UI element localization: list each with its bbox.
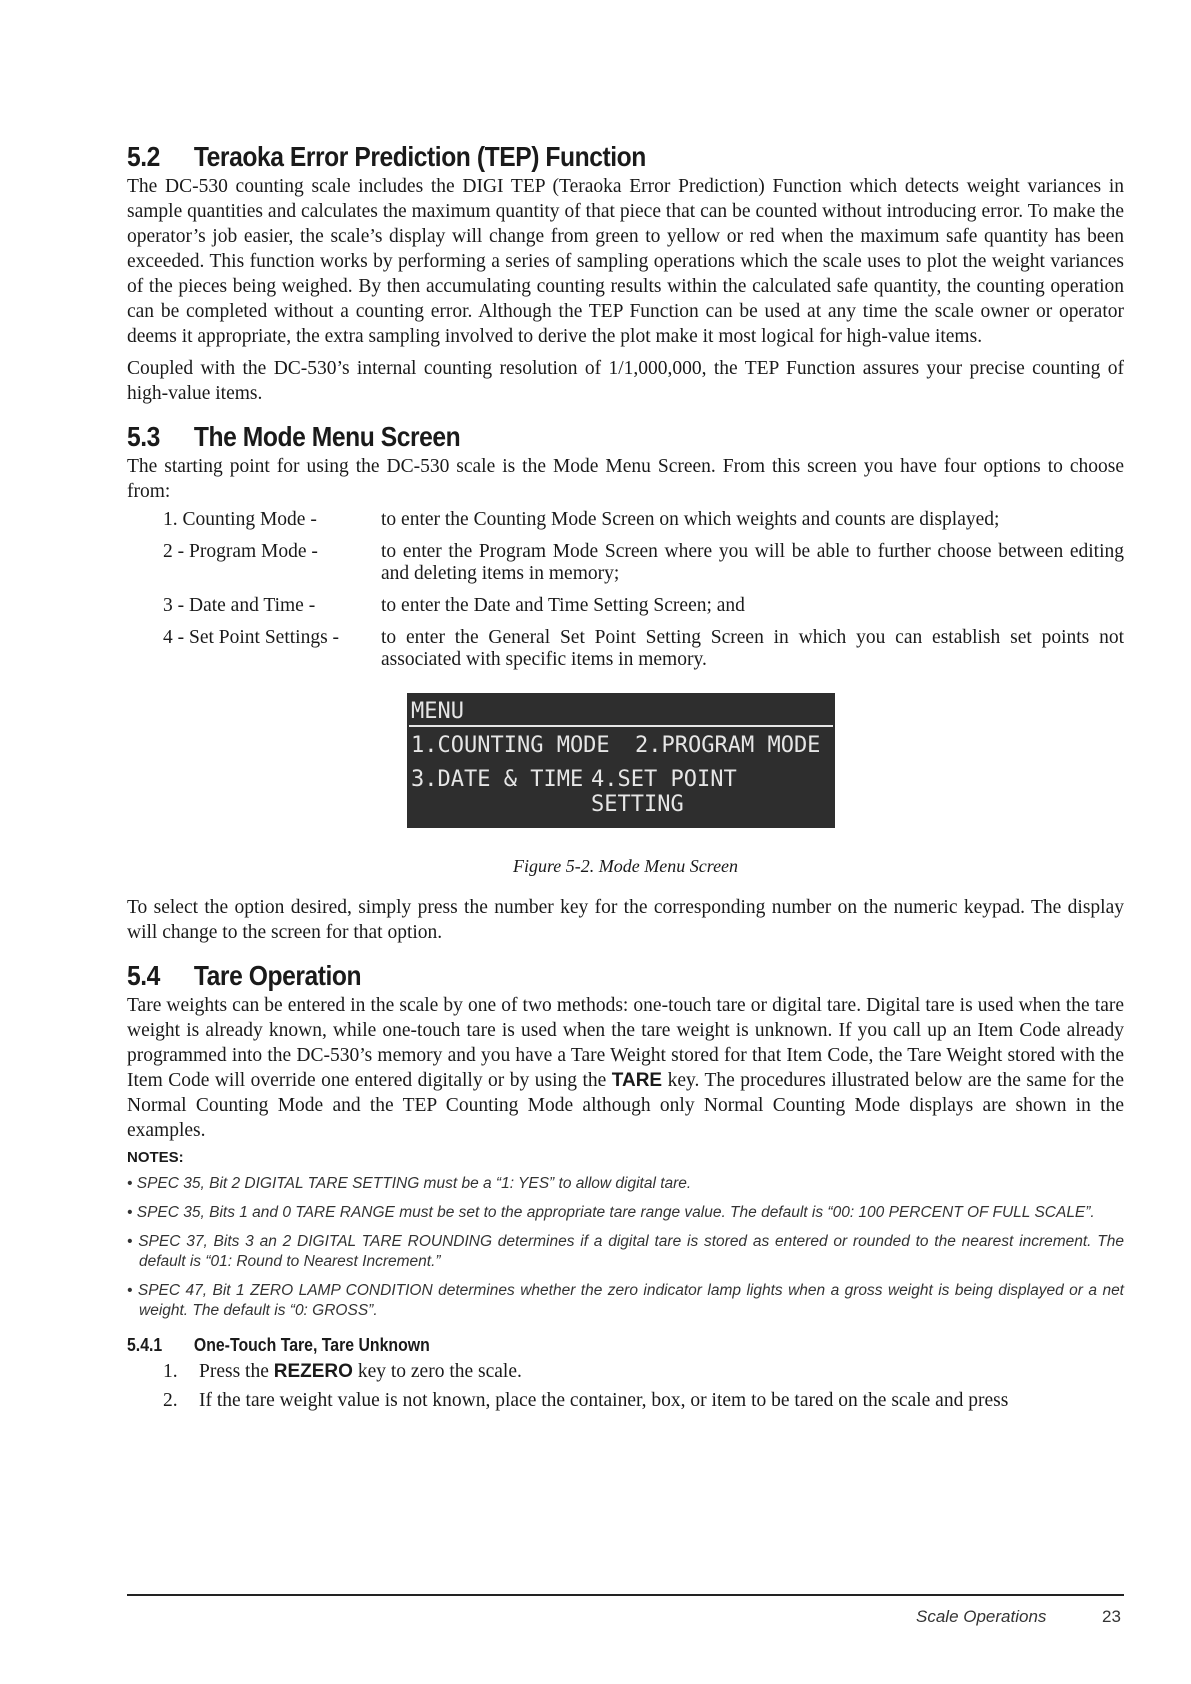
- rezero-key-label: REZERO: [273, 1361, 353, 1382]
- paragraph-text: Tare weights can be entered in the scale by one of two methods: one-touch tare or digital tare. Digital tare is used when the tare weight is already known, while one-touch tare is used when the tare weight is unknown. If you call up an Item Code already programmed into the DC-530’s memory and you have a Tare Weight stored for that Item Code, the Tare Weight stored with the Item Code will override one entered digitally or by using the: [127, 995, 1124, 1091]
- section-number: 5.2: [127, 141, 160, 172]
- paragraph: The starting point for using the DC-530 scale is the Mode Menu Screen. From this screen you have four options to choose from:: [127, 456, 1124, 502]
- lcd-menu-screen: [407, 693, 835, 828]
- section-number: 5.3: [127, 421, 160, 452]
- step-number: 1.: [163, 1361, 178, 1382]
- option-item: [163, 595, 1124, 617]
- figure-caption: Figure 5-2. Mode Menu Screen: [512, 856, 739, 876]
- note-item: • SPEC 47, Bit 1 ZERO LAMP CONDITION determines whether the zero indicator lamp lights when a gross weight is being displayed or a net weight. The default is “0: GROSS”.: [127, 1282, 1124, 1319]
- section-number: 5.4: [127, 960, 160, 991]
- section-title: Tare Operation: [193, 960, 362, 991]
- lcd-divider: [409, 725, 833, 727]
- notes-title: NOTES:: [127, 1149, 184, 1166]
- lcd-option-date-time: 3.DATE & TIME: [411, 767, 584, 792]
- option-desc: to enter the Program Mode Screen where you will be able to further choose between editing and deleting items in memory;: [381, 541, 1124, 584]
- option-key: 4 - Set Point Settings -: [163, 627, 340, 648]
- section-heading: [127, 420, 1004, 454]
- subsection-heading: [127, 1333, 1004, 1357]
- section-5-4-1: [127, 1333, 1124, 1413]
- step-text-part: key to zero the scale.: [352, 1361, 522, 1382]
- step-text: [199, 1359, 1124, 1384]
- section-heading: [127, 140, 1004, 174]
- step-text: If the tare weight value is not known, place the container, box, or item to be tared on the scale and press: [199, 1390, 1009, 1411]
- steps-list: [163, 1359, 1124, 1413]
- section-heading: [127, 959, 1004, 993]
- section-5-2: [127, 140, 1124, 406]
- lcd-option-program: 2.PROGRAM MODE: [635, 733, 821, 758]
- option-key: 1. Counting Mode -: [163, 509, 317, 530]
- step-item: [163, 1388, 1124, 1413]
- section-title: The Mode Menu Screen: [193, 421, 461, 452]
- note-item: • SPEC 37, Bits 3 an 2 DIGITAL TARE ROUNDING determines if a digital tare is stored as entered or rounded to the nearest increment. The default is “01: Round to Nearest Increment.”: [127, 1233, 1124, 1270]
- step-text-part: Press the: [199, 1361, 274, 1382]
- note-item: • SPEC 35, Bit 2 DIGITAL TARE SETTING must be a “1: YES” to allow digital tare.: [127, 1175, 692, 1192]
- option-key: 2 - Program Mode -: [163, 541, 318, 562]
- subsection-title: One-Touch Tare, Tare Unknown: [193, 1335, 430, 1355]
- footer-rule: [127, 1594, 1124, 1596]
- paragraph: Coupled with the DC-530’s internal counting resolution of 1/1,000,000, the TEP Function assures your precise counting of high-value items.: [127, 358, 1124, 404]
- page-number: 23: [1102, 1607, 1121, 1626]
- subsection-number: 5.4.1: [127, 1335, 163, 1355]
- option-item: [163, 627, 1124, 671]
- footer-title: Scale Operations: [916, 1607, 1047, 1626]
- paragraph: To select the option desired, simply press the number key for the corresponding number on the numeric keypad. The display will change to the screen for that option.: [127, 897, 1124, 943]
- option-key: 3 - Date and Time -: [163, 595, 316, 616]
- section-5-3: [127, 420, 1124, 945]
- options-list: [163, 509, 1124, 671]
- option-item: [163, 541, 1124, 585]
- option-desc: to enter the Date and Time Setting Screen; and: [381, 595, 745, 616]
- option-desc: to enter the Counting Mode Screen on which weights and counts are displayed;: [381, 509, 1000, 530]
- section-title: Teraoka Error Prediction (TEP) Function: [193, 141, 646, 172]
- lcd-option-set-point: 4.SET POINT SETTING: [591, 767, 737, 817]
- step-item: [163, 1359, 1124, 1384]
- note-item: • SPEC 35, Bits 1 and 0 TARE RANGE must be set to the appropriate tare range value. The default is “00: 100 PERCENT OF FULL SCALE”.: [127, 1204, 1095, 1221]
- option-item: [163, 509, 1124, 531]
- paragraph: The DC-530 counting scale includes the DIGI TEP (Teraoka Error Prediction) Function which detects weight variances in sample quantities and calculates the maximum quantity of that piece that can be counted without introducing error. To make the operator’s job easier, the scale’s display will change from green to yellow or red when the maximum safe quantity has been exceeded. This function works by performing a series of sampling operations which the scale uses to plot the weight variances of the pieces being weighed. By then accumulating counting results within the calculated safe quantity, the counting operation can be completed without a counting error. Although the TEP Function can be used at any time the scale owner or operator deems it appropriate, the extra sampling involved to derive the plot make it most logical for high-value items.: [127, 176, 1124, 347]
- step-number: 2.: [163, 1390, 178, 1411]
- lcd-title: MENU: [411, 699, 464, 724]
- option-desc: to enter the General Set Point Setting Screen in which you can establish set points not associated with specific items in memory.: [381, 627, 1124, 670]
- section-5-4: [127, 959, 1124, 1321]
- page-content: [127, 140, 1124, 1417]
- paragraph-text: key. The procedures illustrated below are the same for the Normal Counting Mode and the TEP Counting Mode although only Normal Counting Mode displays are shown in the examples.: [127, 1070, 1124, 1141]
- paragraph: [127, 993, 1124, 1143]
- lcd-option-counting: 1.COUNTING MODE: [411, 733, 610, 758]
- tare-key-label: TARE: [611, 1070, 663, 1091]
